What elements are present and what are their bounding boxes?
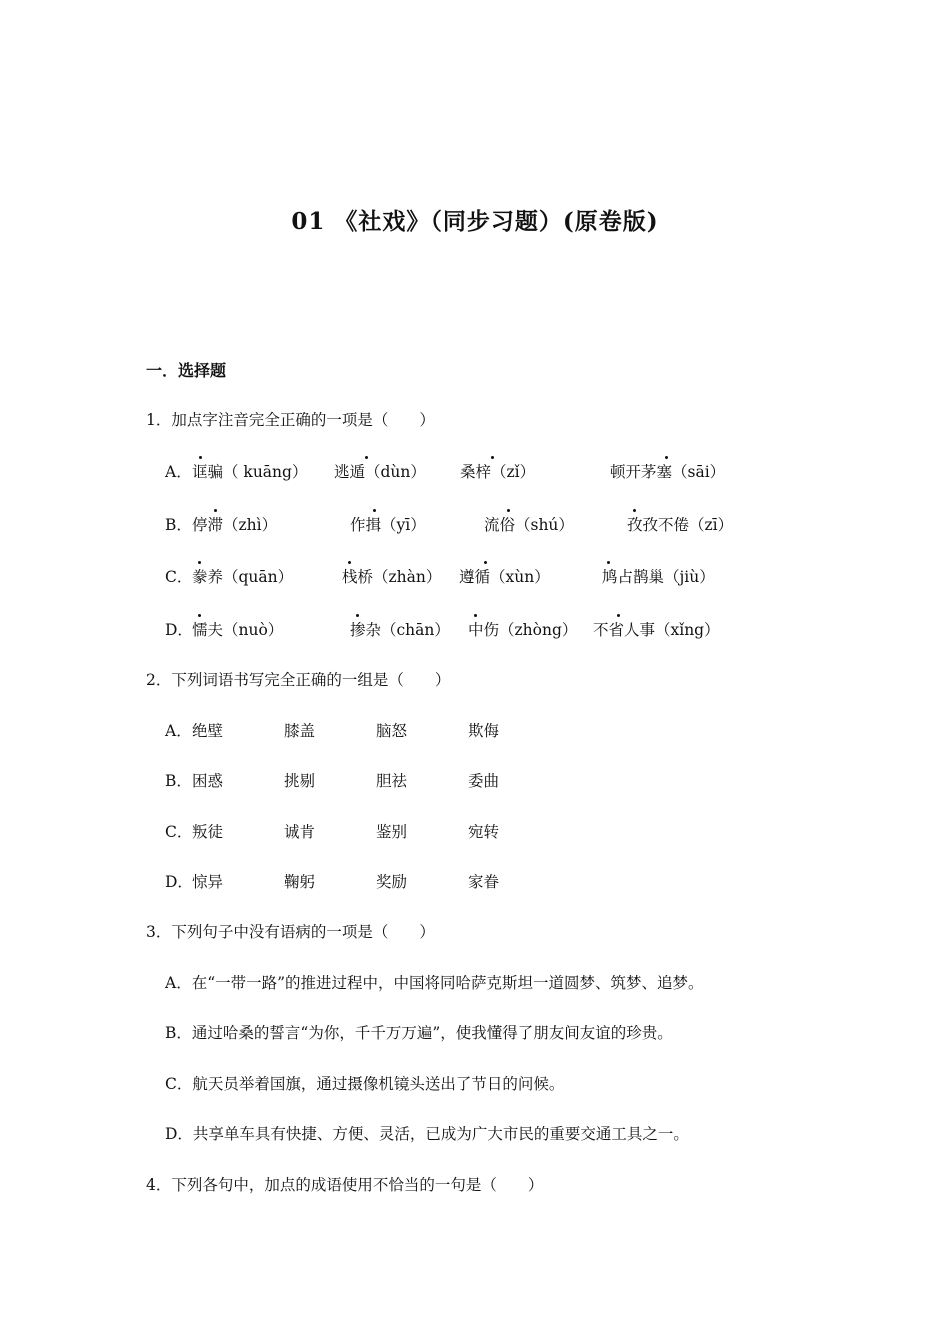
option-item: 鉴别 <box>376 823 408 841</box>
option-item: 桑梓（zǐ） <box>460 463 536 481</box>
option-item: 逃遁（dùn） <box>334 463 426 481</box>
emphasis-dot <box>356 614 359 617</box>
option-item: 遵循（xùn） <box>459 568 550 586</box>
option-letter: C． <box>165 823 193 841</box>
option-item: 宛转 <box>468 823 500 841</box>
emphasis-dot <box>348 561 351 564</box>
option-item: 作揖（yī） <box>350 516 426 534</box>
question-3-stem: 3．下列句子中没有语病的一项是（ ） <box>146 923 435 941</box>
option-letter: A． <box>165 463 192 481</box>
emphasis-dot <box>607 561 610 564</box>
question-3-option-a: A．在“一带一路”的推进过程中，中国将同哈萨克斯坦一道圆梦、筑梦、追梦。 <box>165 974 704 992</box>
option-item: 中伤（zhòng） <box>468 621 578 639</box>
question-2-stem: 2．下列词语书写完全正确的一组是（ ） <box>146 671 451 689</box>
option-item: 惊异 <box>192 873 224 891</box>
option-letter: A． <box>165 722 192 740</box>
option-item: 叛徒 <box>192 823 224 841</box>
emphasis-dot <box>199 456 202 459</box>
option-item: 鸠占鹊巢（jiù） <box>602 568 715 586</box>
emphasis-dot <box>198 614 201 617</box>
option-item: 栈桥（zhàn） <box>342 568 442 586</box>
emphasis-dot <box>373 509 376 512</box>
option-item: 诓骗（ kuāng） <box>192 463 308 481</box>
option-item: 欺侮 <box>468 722 500 740</box>
option-item: 委曲 <box>468 772 500 790</box>
option-item: 诚肯 <box>284 823 316 841</box>
emphasis-dot <box>214 509 217 512</box>
emphasis-dot <box>365 456 368 459</box>
option-letter: B． <box>165 516 192 534</box>
option-item: 豢养（quān） <box>192 568 294 586</box>
option-item: 家眷 <box>468 873 500 891</box>
option-item: 膝盖 <box>284 722 316 740</box>
question-4-stem: 4．下列各句中，加点的成语使用不恰当的一句是（ ） <box>146 1176 544 1194</box>
question-1-stem: 1．加点字注音完全正确的一项是（ ） <box>146 411 435 429</box>
emphasis-dot <box>665 456 668 459</box>
option-item: 顿开茅塞（sāi） <box>610 463 726 481</box>
option-item: 停滞（zhì） <box>192 516 278 534</box>
emphasis-dot <box>474 614 477 617</box>
option-letter: C． <box>165 568 193 586</box>
option-item: 奖励 <box>376 873 408 891</box>
section-heading: 一．选择题 <box>146 361 227 380</box>
emphasis-dot <box>484 561 487 564</box>
option-letter: D． <box>165 873 193 891</box>
emphasis-dot <box>617 614 620 617</box>
option-item: 流俗（shú） <box>484 516 574 534</box>
question-3-option-b: B．通过哈桑的誓言“为你，千千万万遍”，使我懂得了朋友间友谊的珍贵。 <box>165 1024 673 1042</box>
option-item: 懦夫（nuò） <box>192 621 284 639</box>
option-item: 孜孜不倦（zī） <box>627 516 734 534</box>
option-item: 鞠躬 <box>284 873 316 891</box>
question-3-option-c: C．航天员举着国旗，通过摄像机镜头送出了节日的问候。 <box>165 1075 565 1093</box>
option-item: 困惑 <box>192 772 224 790</box>
option-item: 胆祛 <box>376 772 408 790</box>
option-letter: B． <box>165 772 192 790</box>
option-item: 不省人事（xǐng） <box>593 621 720 639</box>
option-item: 脑怒 <box>376 722 408 740</box>
emphasis-dot <box>491 456 494 459</box>
page-title: 01 《社戏》（同步习题）(原卷版) <box>291 208 659 235</box>
option-item: 挑剔 <box>284 772 316 790</box>
emphasis-dot <box>633 509 636 512</box>
option-letter: D． <box>165 621 193 639</box>
emphasis-dot <box>507 509 510 512</box>
question-3-option-d: D．共享单车具有快捷、方便、灵活，已成为广大市民的重要交通工具之一。 <box>165 1125 689 1143</box>
option-item: 绝壁 <box>192 722 224 740</box>
option-item: 掺杂（chān） <box>350 621 450 639</box>
emphasis-dot <box>198 561 201 564</box>
